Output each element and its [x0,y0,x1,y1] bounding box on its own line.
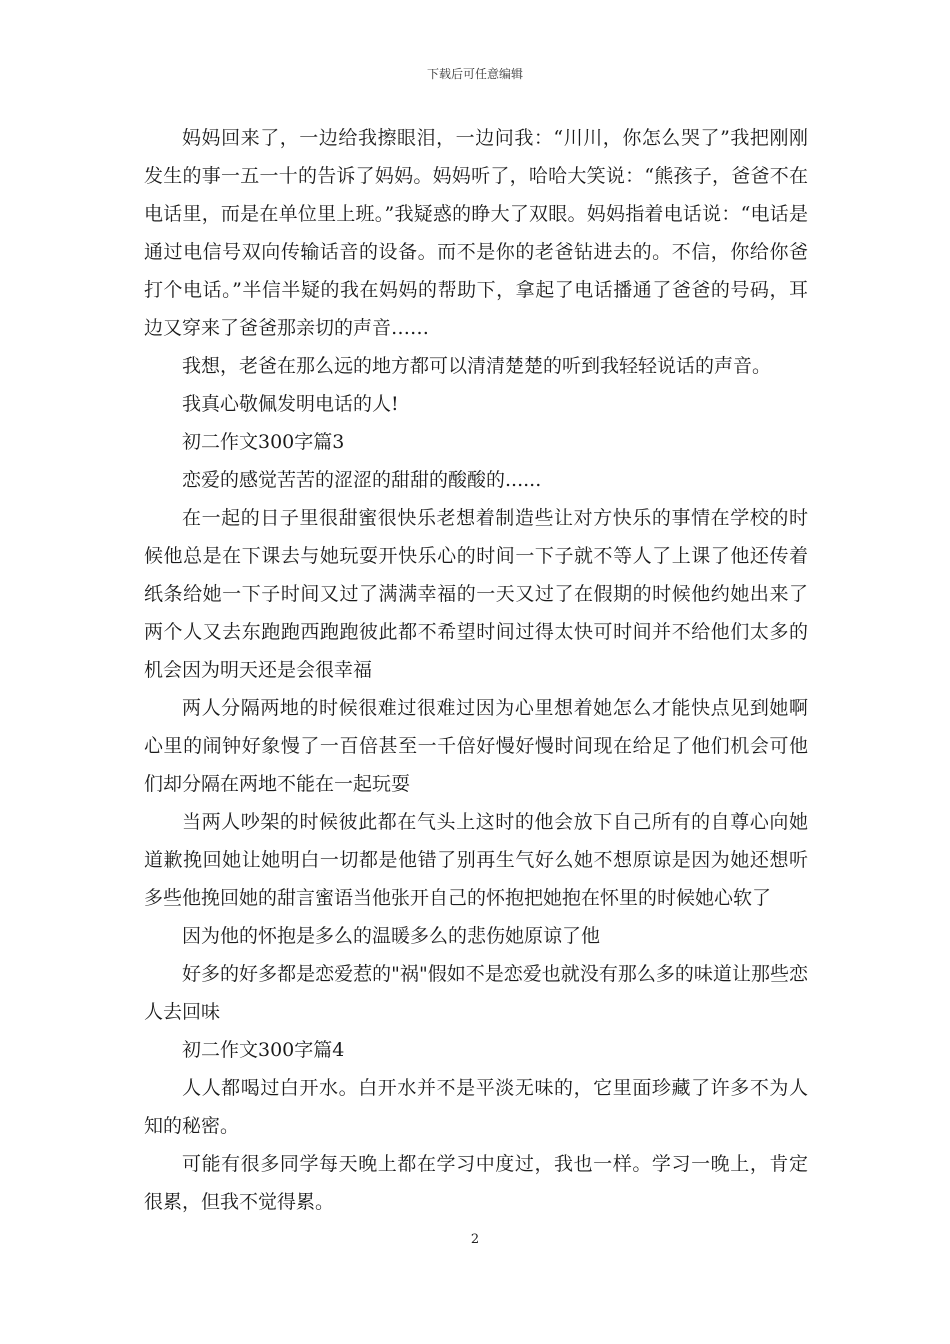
paragraph: 恋爱的感觉苦苦的涩涩的甜甜的酸酸的...... [182,469,542,491]
page-header-note: 下载后可任意编辑 [426,67,523,81]
section-heading: 初二作文300字篇3 [182,431,345,453]
paragraph: 可能有很多同学每天晚上都在学习中度过，我也一样。学习一晚上，肯定很累，但我不觉得累。 [144,1153,808,1213]
page-number: 2 [470,1232,480,1247]
paragraph: 因为他的怀抱是多么的温暖多么的悲伤她原谅了他 [182,925,601,947]
paragraph: 我真心敬佩发明电话的人! [182,393,399,415]
paragraph: 我想，老爸在那么远的地方都可以清清楚楚的听到我轻轻说话的声音。 [182,355,772,377]
document-body [144,119,808,1221]
paragraph: 两人分隔两地的时候很难过很难过因为心里想着她怎么才能快点见到她啊心里的闹钟好象慢了一百倍甚至一千倍好慢好慢时间现在给足了他们机会可他们却分隔在两地不能在一起玩耍 [144,697,808,795]
paragraph: 在一起的日子里很甜蜜很快乐老想着制造些让对方快乐的事情在学校的时候他总是在下课去与她玩耍开快乐心的时间一下子就不等人了上课了他还传着纸条给她一下子时间又过了满满幸福的一天又过了在假期的时候他约她出来了两个人又去东跑跑西跑跑彼此都不希望时间过得太快可时间并不给他们太多的机会因为明天还是会很幸福 [144,507,808,681]
paragraph: 妈妈回来了，一边给我擦眼泪，一边问我：“川川，你怎么哭了”我把刚刚发生的事一五一十的告诉了妈妈。妈妈听了，哈哈大笑说：“熊孩子，爸爸不在电话里，而是在单位里上班。”我疑惑的睁大了双眼。妈妈指着电话说：“电话是通过电信号双向传输话音的设备。而不是你的老爸钻进去的。不信，你给你爸打个电话。”半信半疑的我在妈妈的帮助下，拿起了电话播通了爸爸的号码，耳边又穿来了爸爸那亲切的声音…… [144,127,808,339]
paragraph: 好多的好多都是恋爱惹的"祸"假如不是恋爱也就没有那么多的味道让那些恋人去回味 [144,963,808,1023]
paragraph: 当两人吵架的时候彼此都在气头上这时的他会放下自己所有的自尊心向她道歉挽回她让她明白一切都是他错了别再生气好么她不想原谅是因为她还想听多些他挽回她的甜言蜜语当他张开自己的怀抱把她抱在怀里的时候她心软了 [144,811,808,909]
paragraph: 人人都喝过白开水。白开水并不是平淡无味的，它里面珍藏了许多不为人知的秘密。 [144,1077,808,1137]
section-heading: 初二作文300字篇4 [182,1039,345,1061]
